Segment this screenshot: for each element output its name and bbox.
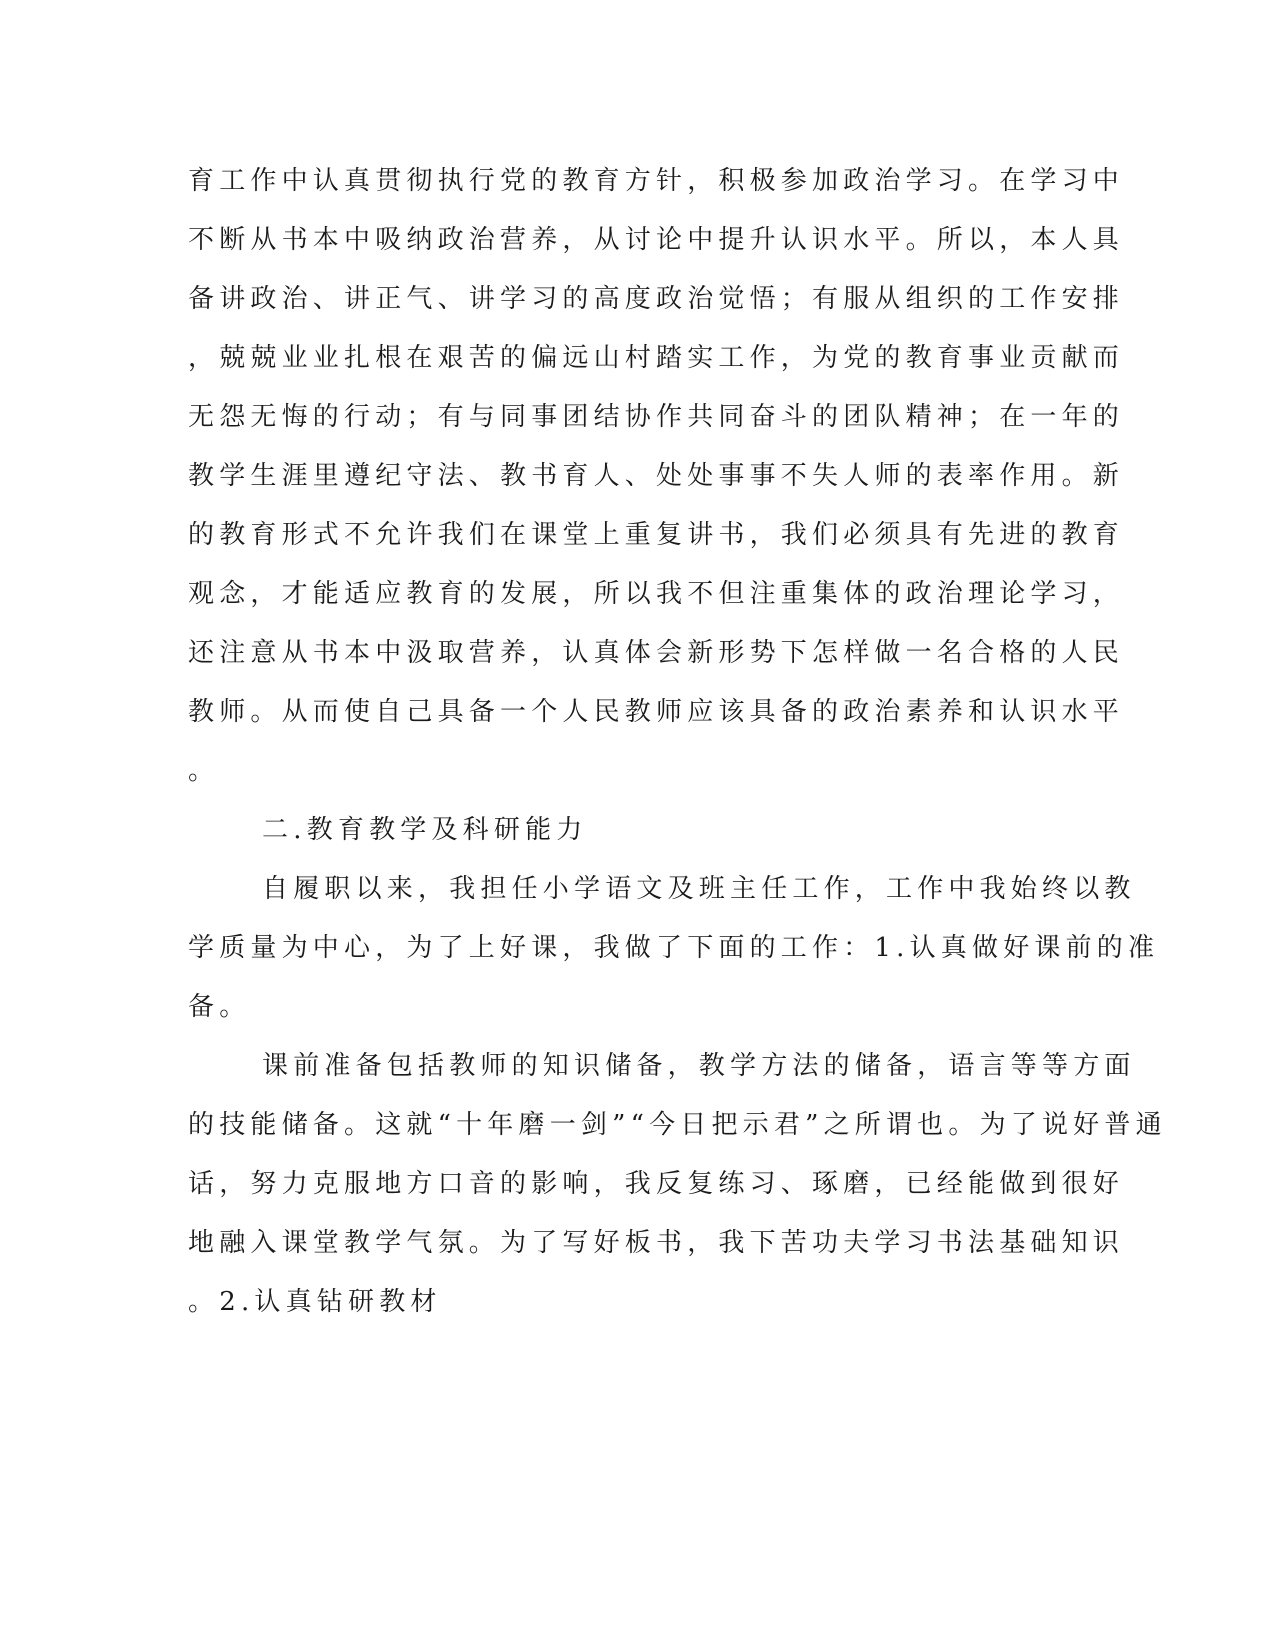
paragraph-first-line: 课前准备包括教师的知识储备，教学方法的储备，语言等等方面 — [262, 1051, 1136, 1081]
section-heading: 二.教育教学及科研能力 — [262, 815, 588, 845]
body-text-line: 还注意从书本中汲取营养，认真体会新形势下怎样做一名合格的人民 — [188, 638, 1125, 668]
body-text-line: 观念，才能适应教育的发展，所以我不但注重集体的政治理论学习， — [188, 579, 1125, 609]
body-text-line: 学质量为中心，为了上好课，我做了下面的工作：1.认真做好课前的准 — [188, 933, 1160, 963]
body-text-line: 话，努力克服地方口音的影响，我反复练习、琢磨，已经能做到很好 — [188, 1169, 1125, 1199]
paragraph-first-line: 自履职以来，我担任小学语文及班主任工作，工作中我始终以教 — [262, 874, 1136, 904]
body-text-line: 不断从书本中吸纳政治营养，从讨论中提升认识水平。所以，本人具 — [188, 225, 1125, 255]
body-text-line: 。 — [188, 756, 220, 786]
body-text-line: 教学生涯里遵纪守法、教书育人、处处事事不失人师的表率作用。新 — [188, 461, 1125, 491]
body-text-line: 育工作中认真贯彻执行党的教育方针，积极参加政治学习。在学习中 — [188, 166, 1125, 196]
body-text-line: 的教育形式不允许我们在课堂上重复讲书，我们必须具有先进的教育 — [188, 520, 1125, 550]
body-text-line: 地融入课堂教学气氛。为了写好板书，我下苦功夫学习书法基础知识 — [188, 1228, 1125, 1258]
body-text-line: 的技能储备。这就“十年磨一剑”“今日把示君”之所谓也。为了说好普通 — [188, 1110, 1167, 1140]
body-text-line: 无怨无悔的行动；有与同事团结协作共同奋斗的团队精神；在一年的 — [188, 402, 1125, 432]
body-text-line: 备。 — [188, 992, 251, 1022]
body-text-line: ，兢兢业业扎根在艰苦的偏远山村踏实工作，为党的教育事业贡献而 — [188, 343, 1125, 373]
body-text-line: 备讲政治、讲正气、讲学习的高度政治觉悟；有服从组织的工作安排 — [188, 284, 1125, 314]
body-text-line: 教师。从而使自己具备一个人民教师应该具备的政治素养和认识水平 — [188, 697, 1125, 727]
body-text-line: 。2.认真钻研教材 — [188, 1287, 442, 1317]
